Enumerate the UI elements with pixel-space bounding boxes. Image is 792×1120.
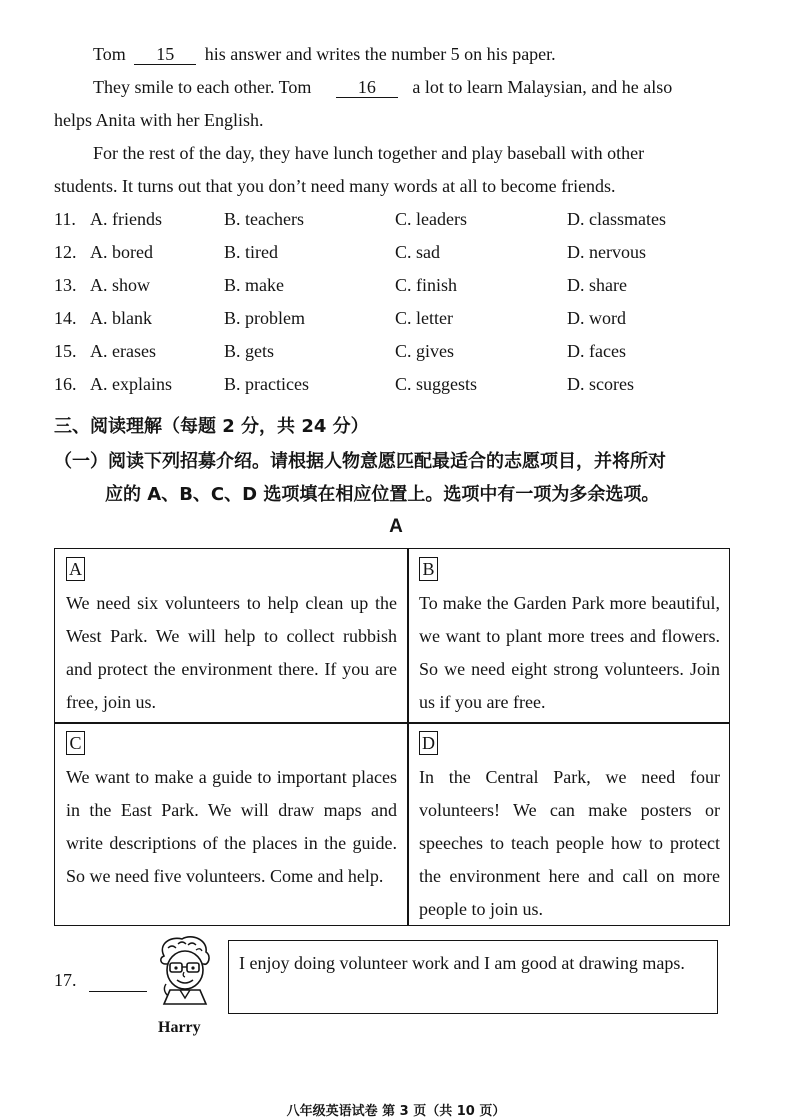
answer-blank-17 <box>89 973 147 992</box>
option-c: C. suggests <box>395 374 478 394</box>
option-d: D. scores <box>567 374 634 394</box>
person-name: Harry <box>158 1019 201 1036</box>
answer-blank-15: 15 <box>134 44 196 65</box>
question-number: 15. <box>54 341 77 361</box>
option-c: C. finish <box>395 275 458 295</box>
option-description: To make the Garden Park more beautiful, we want to plant more trees and flowers. So we need eight strong volunteers. Join us if you are free. <box>419 593 720 712</box>
section-heading: 三、阅读理解（每题 2 分，共 24 分） <box>54 416 369 437</box>
option-d: D. share <box>567 275 627 295</box>
option-a: A. friends <box>90 209 162 229</box>
option-description: We need six volunteers to help clean up the West Park. We will help to collect rubbish and protect the environment there. If you are free, join us. <box>66 593 397 712</box>
option-d: D. word <box>567 308 626 328</box>
question-number: 13. <box>54 275 77 295</box>
question-number: 11. <box>54 209 76 229</box>
option-a: A. explains <box>90 374 172 394</box>
passage-text: a lot to learn Malaysian, and he also <box>412 77 673 97</box>
option-letter-box: C <box>66 731 85 755</box>
option-d: D. classmates <box>567 209 666 229</box>
option-d: D. faces <box>567 341 626 361</box>
passage-line-3: helps Anita with her English. <box>54 110 264 130</box>
question-number: 14. <box>54 308 77 328</box>
option-b: B. teachers <box>224 209 304 229</box>
option-c: C. sad <box>395 242 440 262</box>
passage-line-4: For the rest of the day, they have lunch together and play baseball with other <box>93 143 645 163</box>
harry-cartoon-icon <box>150 934 220 1020</box>
option-a: A. show <box>90 275 151 295</box>
option-letter-box: A <box>66 557 85 581</box>
passage-text: They smile to each other. Tom <box>93 77 312 97</box>
volunteer-options-table <box>54 548 730 926</box>
option-b: B. make <box>224 275 284 295</box>
question-number: 12. <box>54 242 77 262</box>
passage-text: his answer and writes the number 5 on his paper. <box>204 44 556 64</box>
instruction-line-1: （一）阅读下列招募介绍。请根据人物意愿匹配最适合的志愿项目，并将所对 <box>54 451 666 472</box>
option-letter-box: B <box>419 557 438 581</box>
answer-blank-16: 16 <box>336 77 398 98</box>
passage-line-1 <box>93 42 556 66</box>
option-d: D. nervous <box>567 242 646 262</box>
option-cell-c <box>55 723 407 926</box>
option-b: B. gets <box>224 341 275 361</box>
passage-line-2 <box>93 75 672 99</box>
option-description: In the Central Park, we need four volunteers! We can make posters or speeches to teach people how to protect the environment here and call on more people to join us. <box>419 767 720 919</box>
option-cell-b <box>408 549 730 722</box>
option-description: We want to make a guide to important places in the East Park. We will draw maps and write descriptions of the places in the guide. So we need five volunteers. Come and help. <box>66 767 397 886</box>
passage-line-5: students. It turns out that you don’t need many words at all to become friends. <box>54 176 616 196</box>
option-letter-box: D <box>419 731 438 755</box>
speech-box: I enjoy doing volunteer work and I am good at drawing maps. <box>228 940 718 1014</box>
option-c: C. leaders <box>395 209 467 229</box>
option-c: C. gives <box>395 341 455 361</box>
option-b: B. tired <box>224 242 278 262</box>
option-a: A. erases <box>90 341 156 361</box>
question-number: 16. <box>54 374 77 394</box>
option-a: A. bored <box>90 242 153 262</box>
page-footer: 八年级英语试卷 第 3 页（共 10 页） <box>286 1104 506 1119</box>
option-cell-a <box>55 549 407 722</box>
option-a: A. blank <box>90 308 152 328</box>
part-label: A <box>389 516 403 537</box>
option-b: B. practices <box>224 374 309 394</box>
option-b: B. problem <box>224 308 305 328</box>
option-c: C. letter <box>395 308 453 328</box>
question-number: 17. <box>54 970 77 990</box>
passage-text: Tom <box>93 44 126 64</box>
option-cell-d <box>408 723 730 926</box>
question-17 <box>54 968 147 992</box>
instruction-line-2: 应的 A、B、C、D 选项填在相应位置上。选项中有一项为多余选项。 <box>105 484 660 505</box>
